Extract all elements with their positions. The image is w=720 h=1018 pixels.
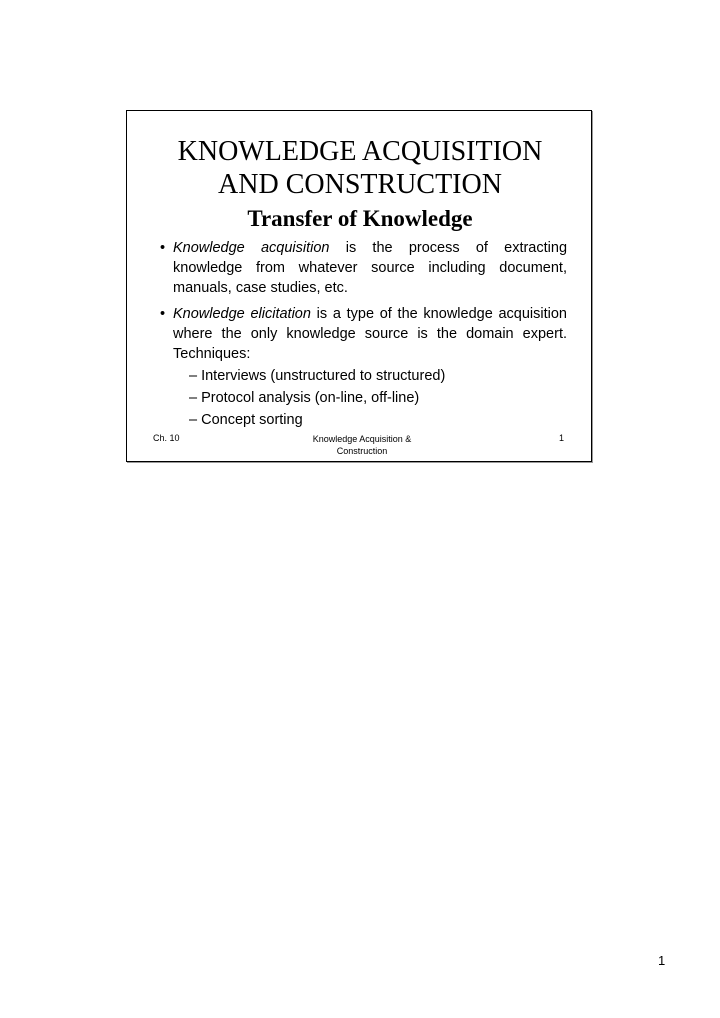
technique-list [173,366,567,430]
slide-frame [126,110,592,462]
technique-item: – Interviews (unstructured to structured) [189,368,446,384]
footer-chapter: Ch. 10 [153,433,180,443]
footer-title-line-2: Construction [336,446,388,456]
footer-slide-number: 1 [559,433,565,443]
slide-title [127,135,593,201]
technique-item: – Concept sorting [189,412,303,428]
bullet-item [160,304,567,430]
bullet-list [160,238,568,436]
bullet-marker: • [160,240,166,256]
bullet-marker: • [160,306,166,322]
bullet-lead-term: Knowledge acquisition [173,240,330,256]
bullet-item [160,238,568,298]
bullet-text: is a type of the knowledge acquisition where the only knowledge source is the domain expert. Techniques: [173,306,567,362]
slide-title-line-2: AND CONSTRUCTION [218,169,502,200]
bullet-text: is the process of extracting knowledge from whatever source including document, manuals, case studies, etc. [173,240,568,296]
bullet-lead-term: Knowledge elicitation [173,306,311,322]
footer-title-line-1: Knowledge Acquisition & [312,434,412,444]
technique-item: – Protocol analysis (on-line, off-line) [189,390,420,406]
slide-title-line-1: KNOWLEDGE ACQUISITION [177,136,543,167]
footer-title [277,433,447,457]
page-number: 1 [658,953,666,968]
slide-subtitle: Transfer of Knowledge [247,206,473,231]
